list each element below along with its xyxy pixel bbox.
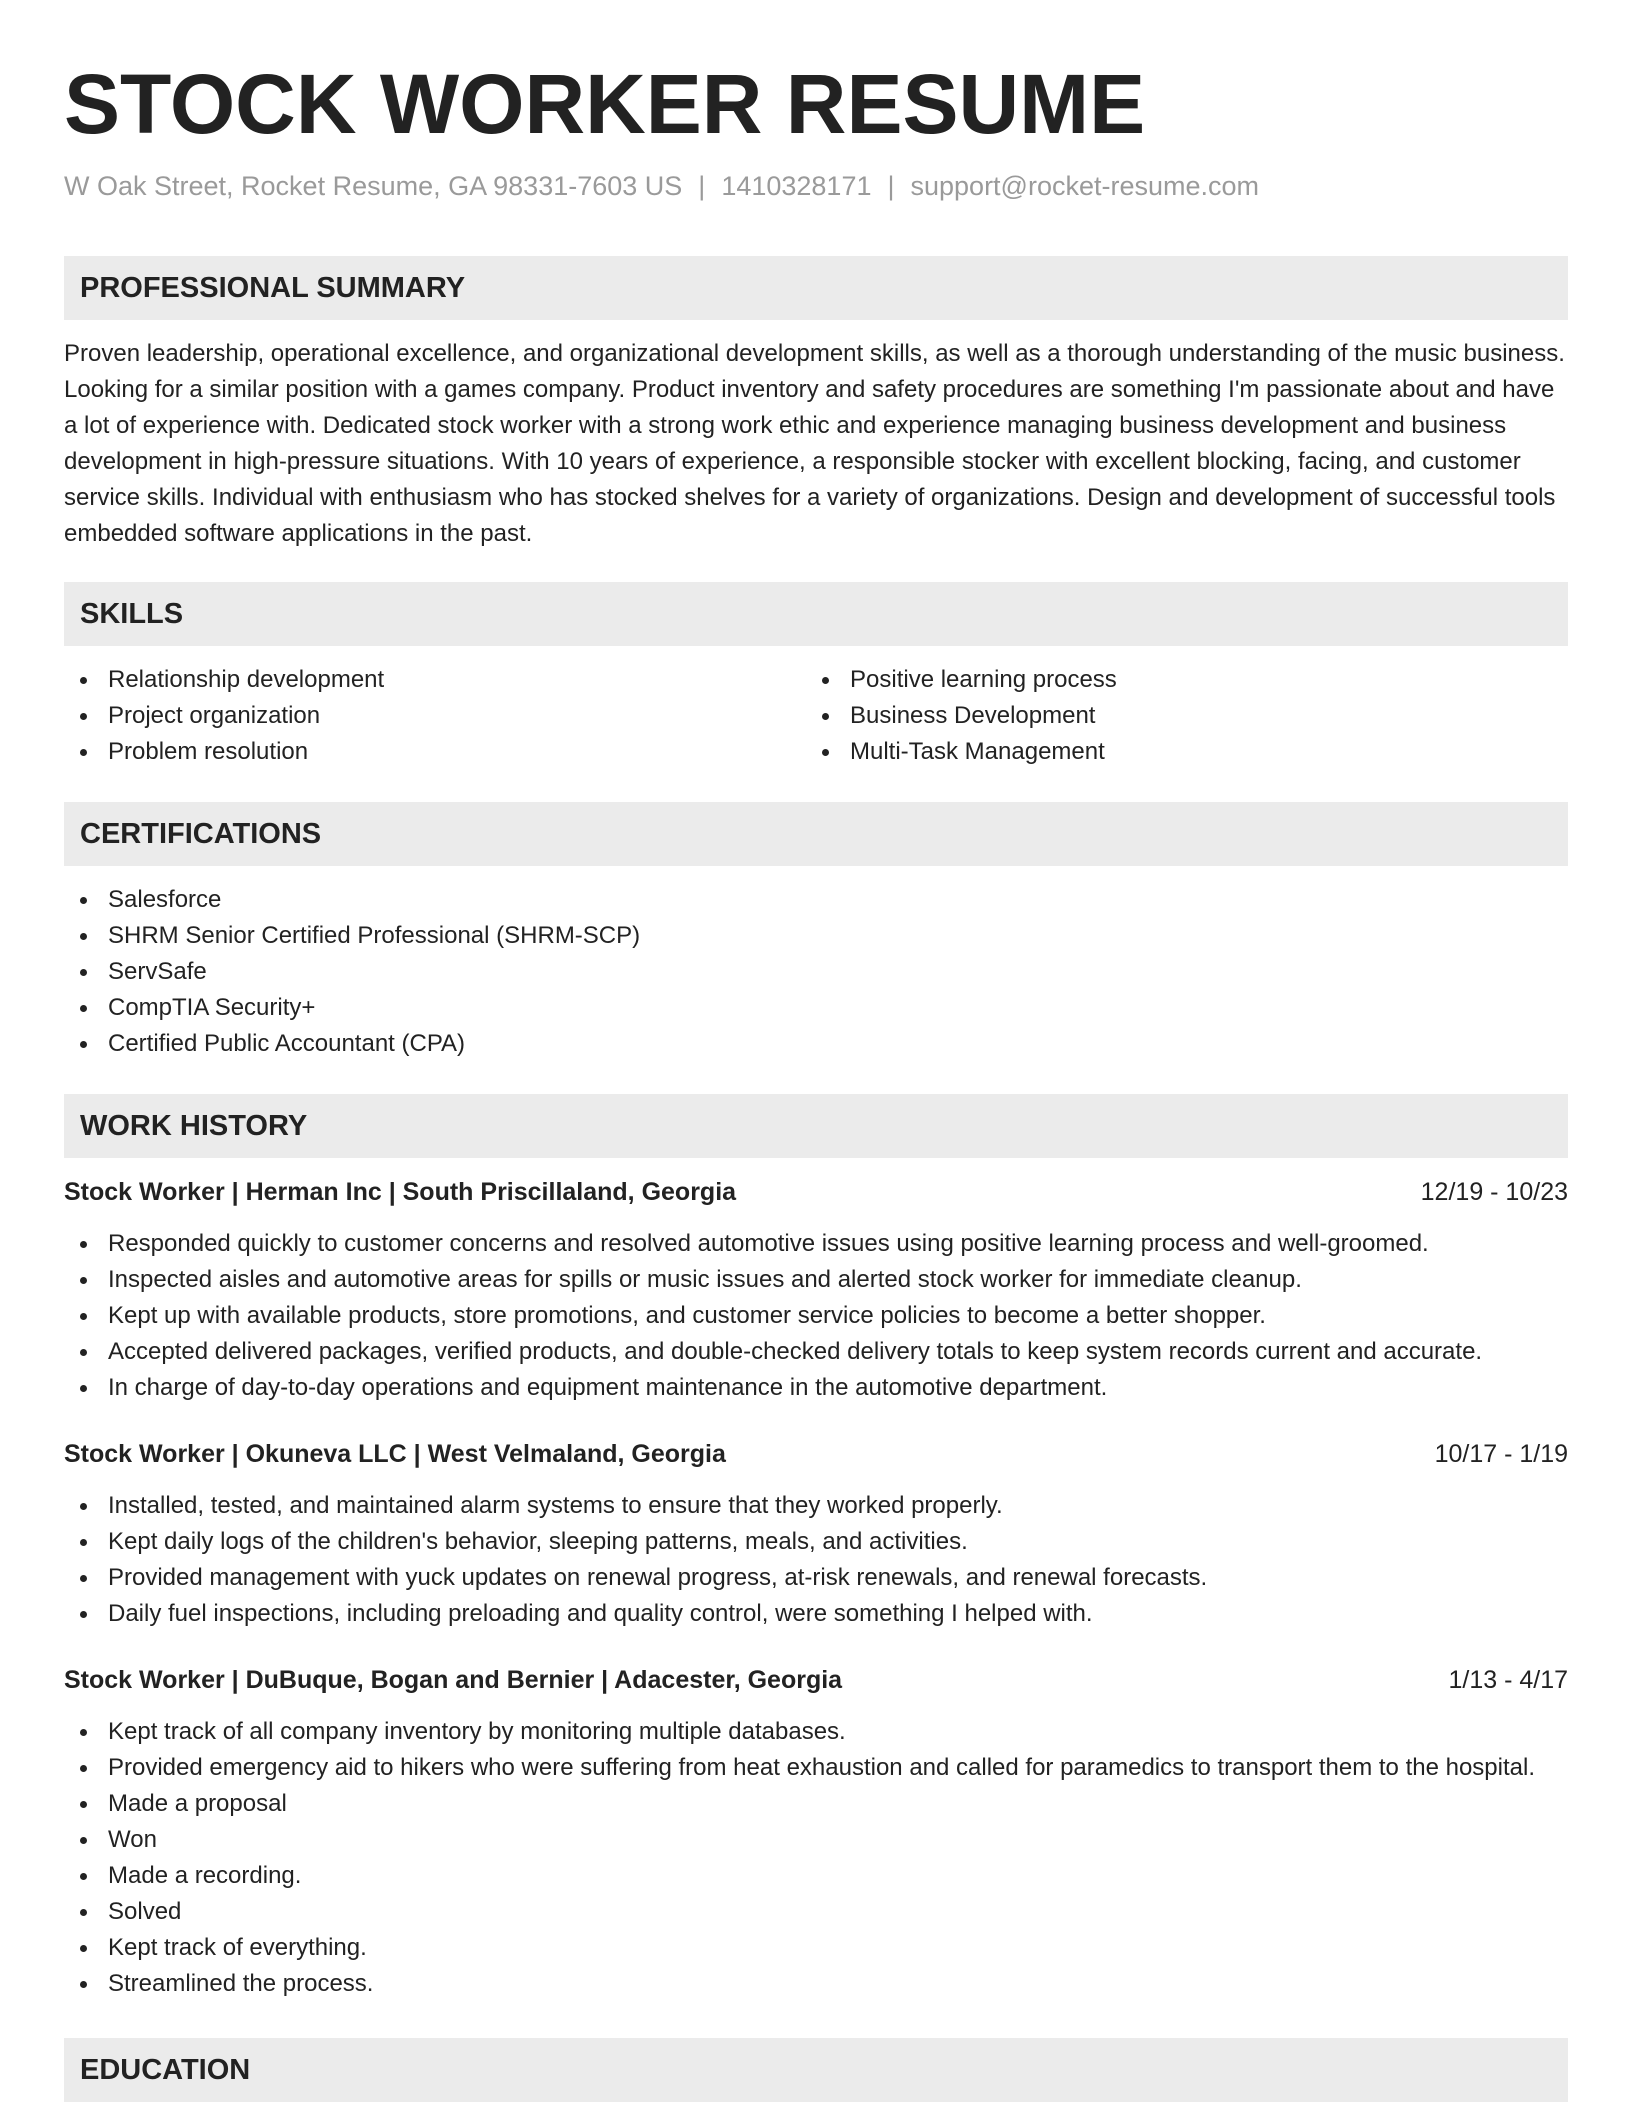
certification-item: Salesforce [64,882,1568,918]
job-title: Stock Worker | Okuneva LLC | West Velmaland, Georgia [64,1440,726,1468]
skill-item: Problem resolution [64,734,806,770]
job-duty: Kept track of everything. [64,1930,1568,1966]
resume-title: STOCK WORKER RESUME [64,57,1146,151]
job-duty: Won [64,1822,1568,1858]
job-duty: Kept track of all company inventory by monitoring multiple databases. [64,1714,1568,1750]
job-duty: Made a proposal [64,1786,1568,1822]
section-header-professional-summary: PROFESSIONAL SUMMARY [64,256,1568,320]
job-duties-list [64,1488,1568,1632]
job-entry [64,1662,1568,2002]
skill-item: Project organization [64,698,806,734]
contact-separator: | [698,171,706,201]
contact-phone: 1410328171 [721,171,872,201]
section-header-work-history: WORK HISTORY [64,1094,1568,1158]
contact-line [64,168,1568,204]
certification-item: SHRM Senior Certified Professional (SHRM-SCP) [64,918,1568,954]
job-duties-list [64,1714,1568,2002]
job-duty: In charge of day-to-day operations and equipment maintenance in the automotive department. [64,1370,1568,1406]
job-duty: Kept daily logs of the children's behavior, sleeping patterns, meals, and activities. [64,1524,1568,1560]
job-entry [64,1436,1568,1632]
job-title: Stock Worker | Herman Inc | South Priscillaland, Georgia [64,1178,737,1206]
skills-list-right [806,662,1548,770]
certification-item: ServSafe [64,954,1568,990]
job-entry [64,1174,1568,1406]
job-duty: Accepted delivered packages, verified products, and double-checked delivery totals to keep system records current and accurate. [64,1334,1568,1370]
job-duty: Provided emergency aid to hikers who were suffering from heat exhaustion and called for paramedics to transport them to the hospital. [64,1750,1568,1786]
job-duty: Provided management with yuck updates on renewal progress, at-risk renewals, and renewal forecasts. [64,1560,1568,1596]
job-duty: Made a recording. [64,1858,1568,1894]
certifications-list [64,882,1568,1062]
section-header-education: EDUCATION [64,2038,1568,2102]
skills-columns [64,662,1568,770]
skill-item: Business Development [806,698,1548,734]
skills-list-left [64,662,806,770]
job-dates: 12/19 - 10/23 [1420,1178,1568,1206]
skill-item: Relationship development [64,662,806,698]
job-dates: 1/13 - 4/17 [1448,1666,1568,1694]
job-duty: Installed, tested, and maintained alarm systems to ensure that they worked properly. [64,1488,1568,1524]
contact-separator: | [887,171,895,201]
job-duty: Solved [64,1894,1568,1930]
section-header-certifications: CERTIFICATIONS [64,802,1568,866]
contact-email: support@rocket-resume.com [910,171,1260,201]
skill-item: Multi-Task Management [806,734,1548,770]
job-duty: Inspected aisles and automotive areas for spills or music issues and alerted stock worker for immediate cleanup. [64,1262,1568,1298]
skill-item: Positive learning process [806,662,1548,698]
job-header [64,1174,1568,1210]
contact-address: W Oak Street, Rocket Resume, GA 98331-7603 US [64,171,683,201]
section-header-skills: SKILLS [64,582,1568,646]
job-duty: Streamlined the process. [64,1966,1568,2002]
job-header [64,1662,1568,1698]
job-duties-list [64,1226,1568,1406]
job-dates: 10/17 - 1/19 [1434,1440,1568,1468]
job-duty: Kept up with available products, store promotions, and customer service policies to become a better shopper. [64,1298,1568,1334]
certification-item: CompTIA Security+ [64,990,1568,1026]
certification-item: Certified Public Accountant (CPA) [64,1026,1568,1062]
job-title: Stock Worker | DuBuque, Bogan and Bernier | Adacester, Georgia [64,1666,843,1694]
job-header [64,1436,1568,1472]
job-duty: Responded quickly to customer concerns and resolved automotive issues using positive learning process and well-groomed. [64,1226,1568,1262]
resume-page [64,0,1568,2102]
job-duty: Daily fuel inspections, including preloading and quality control, were something I helped with. [64,1596,1568,1632]
summary-text: Proven leadership, operational excellence, and organizational development skills, as well as a thorough understanding of the music business. Looking for a similar position with a games company. Product inventory and safety procedures are something I'm passionate about and have a lot of experience with. Dedicated stock worker with a strong work ethic and experience managing business development and business development in high-pressure situations. With 10 years of experience, a responsible stocker with excellent blocking, facing, and customer service skills. Individual with enthusiasm who has stocked shelves for a variety of organizations. Design and development of successful tools embedded software applications in the past. [64,340,1565,547]
